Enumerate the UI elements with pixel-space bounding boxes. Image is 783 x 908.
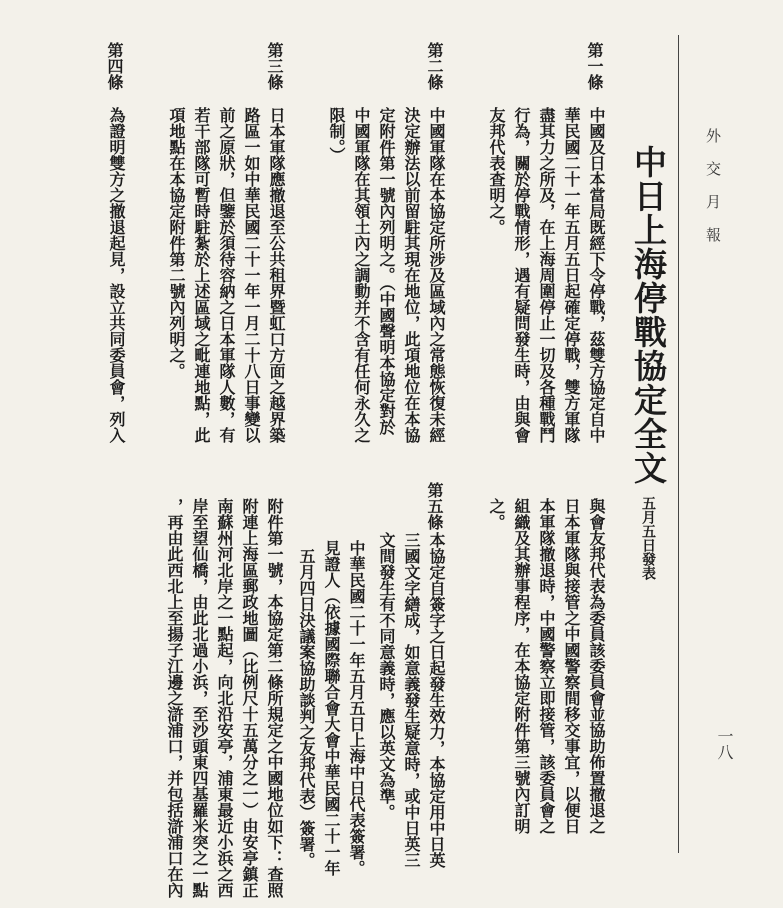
article-1-line-4: 行為，關於停戰情形，遇有疑問發生時，由與會 <box>512 107 531 443</box>
article-label-3: 第三條 <box>265 42 284 90</box>
article-5-line-3: 文間發生有不同意義時，應以英文為準。 <box>377 532 396 820</box>
article-3-line-3: 前之原狀，但鑒於須待容納之日本軍隊人數，有 <box>217 107 236 443</box>
margin-rule <box>678 35 679 853</box>
article-4-continuation-line-3: 本軍隊撤退時，中國警察立即接管，該委員會之 <box>537 498 556 834</box>
article-1-line-3: 盡其力之所及，在上海周圍停止一切及各種戰鬥 <box>537 107 556 443</box>
closing-line-5: 附連上海區郵政地圖（比例尺十五萬分之一）由安亭鎮正 <box>240 498 259 898</box>
article-2-line-2: 決定辦法以前留駐其現在地位，此項地位在本協 <box>402 107 421 443</box>
article-4-continuation-line-1: 與會友邦代表為委員該委員會並協助佈置撤退之 <box>587 498 606 834</box>
page-title: 中日上海停戰協定全文 <box>629 145 668 485</box>
article-4-continuation-line-2: 日本軍隊與接管之中國警察間移交事宜，以便日 <box>562 498 581 834</box>
article-2-line-4: 中國軍隊在其領土內之調動并不含有任何永久之 <box>352 107 371 443</box>
article-label-4: 第四條 <box>105 42 124 90</box>
closing-line-2: 見證人（依據國際聯合會大會中華民國二十一年 <box>322 540 341 876</box>
closing-line-4: 附件第一號，本協定第二條所規定之中國地位如下：查照 <box>265 498 284 898</box>
article-4-continuation-line-5: 之。 <box>487 498 506 530</box>
closing-line-6: 南蘇州河北岸之一點起，向北沿安亭，浦東最近小浜之西 <box>215 498 234 898</box>
article-1-line-5: 友邦代表查明之。 <box>487 107 506 235</box>
article-5-line-1: 本協定自簽字之日起發生效力，本協定用中日英 <box>427 532 446 868</box>
article-4-continuation-line-4: 組織及其辦事程序，在本協定附件第三號內訂明 <box>512 498 531 834</box>
title-date: 五月五日發表 <box>640 496 656 580</box>
article-label-2: 第二條 <box>425 42 444 90</box>
article-3-line-1: 日本軍隊應撤退至公共租界暨虹口方面之越界築 <box>267 107 286 443</box>
article-2-line-3: 定附件第一號內列明之。（中國聲明本協定對於 <box>377 107 396 435</box>
closing-line-1: 中華民國二十一年五月五日上海中日代表簽署。 <box>347 540 366 876</box>
article-label-5: 第五條 <box>425 482 444 530</box>
closing-line-7: 岸至望仙橋，由此北過小浜，至沙頭東四基羅米突之一點 <box>190 498 209 898</box>
article-2-line-1: 中國軍隊在本協定所涉及區域內之常態恢復未經 <box>427 107 446 443</box>
article-3-line-4: 若干部隊可暫時駐紮於上述區域之毗連地點，此 <box>192 107 211 443</box>
page-number: 一八 <box>715 728 734 760</box>
article-5-line-2: 三國文字繕成，如意義發生疑意時，或中日英三 <box>402 532 421 868</box>
closing-line-8: ，再由此西北上至揚子江邊之滸浦口，并包括滸浦口在內 <box>165 498 184 898</box>
article-1-line-2: 華民國二十一年五月五日起確定停戰，雙方軍隊 <box>562 107 581 443</box>
article-4-line-1: 為證明雙方之撤退起見，設立共同委員會，列入 <box>107 107 126 443</box>
journal-header: 外交月報 <box>704 128 722 260</box>
article-2-line-5: 限制。） <box>327 107 346 163</box>
article-label-1: 第一條 <box>585 42 604 90</box>
closing-line-3: 五月四日決議案協助談判之友邦代表）簽署。 <box>297 548 316 868</box>
article-3-line-5: 項地點在本協定附件第二號內列明之。 <box>167 107 186 379</box>
article-1-line-1: 中國及日本當局既經下令停戰，茲雙方協定自中 <box>587 107 606 443</box>
article-3-line-2: 路區一如中華民國二十一年一月二十八日事變以 <box>242 107 261 443</box>
